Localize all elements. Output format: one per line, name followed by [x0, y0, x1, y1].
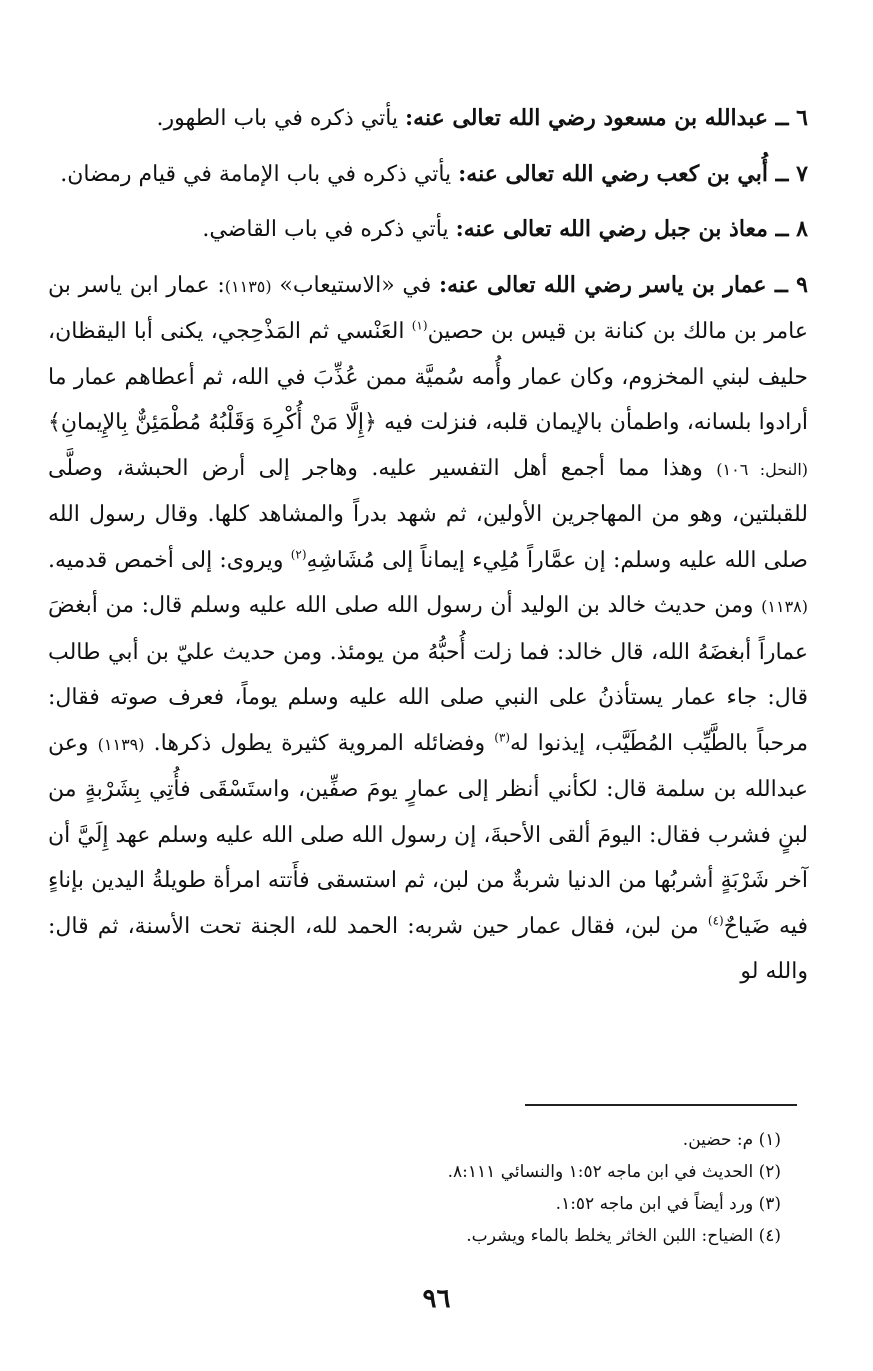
- paragraph-ubayy: [48, 152, 808, 198]
- text-run: وفضائله المروية كثيرة يطول ذكرها.: [144, 730, 495, 756]
- paragraph-body: يأتي ذكره في باب الإمامة في قيام رمضان.: [60, 161, 459, 187]
- text-run: وعن عبدالله بن سلمة قال: لكأني أنظر إلى عمارٍ يومَ صفِّين، واستَسْقَى فأُتِي بِشَرْبةٍ من لبنٍ فشرب فقال: اليومَ ألقى الأحبةَ، إن رسول الله صلى الله عليه وسلم عهد إِلَيَّ أن آخر شَرْبَةٍ أشربُها من الدنيا شربةٌ من لبن، ثم استسقى فأَتته امرأة طويلةُ اليدين بإناءٍ فيه ضَياحٌ: [48, 730, 809, 939]
- text-run: العَنْسي ثم المَذْحِجي، يكنى أبا اليقظان، حليف لبني المخزوم، وكان عمار وأُمه سُميَّة ممن عُذِّبَ في الله، ثم أعطاهم عمار ما أرادوا بلسانه، واطمأن بالإيمان قلبه، فنزلت فيه ﴿إِلَّا مَنْ أُكْرِهَ وَقَلْبُهُ مُطْمَئِنٌّ بِالإِيمانِ﴾: [48, 319, 808, 435]
- text-run: ومن حديث خالد بن الوليد أن رسول الله صلى الله عليه وسلم قال: من أبغضَ عماراً أبغضَهُ الله، قال خالد: فما زلت أُحبُّهُ من يومئذ. ومن حديث عليّ بن أبي طالب قال: جاء عمار يستأذنُ على النبي صلى الله عليه وسلم يوماً، فعرف صوته فقال: مرحباً بالطَّيِّب المُطَيَّب، إيذنوا له: [48, 593, 808, 756]
- paragraph-ibn-masud: [48, 96, 808, 142]
- paragraph-body: يأتي ذكره في باب الطهور.: [156, 106, 406, 131]
- page-number: ٩٦: [422, 1284, 451, 1314]
- footnote-item: (٢) الحديث في ابن ماجه ١:٥٢ والنسائي ٨:١١١.: [447, 1162, 781, 1182]
- text-run: وهذا مما أجمع أهل التفسير عليه. وهاجر إلى أرض الحبشة، وصلَّى للقبلتين، وهو من المهاجرين الأولين، ثم شهد بدراً والمشاهد كلها. وقال رسول الله صلى الله عليه وسلم: إن عمَّاراً مُلِيء إيماناً إلى مُشَاشِهِ: [48, 455, 808, 573]
- text-run: : عمار ابن ياسر بن عامر بن مالك بن كنانة بن قيس بن حصين: [48, 272, 808, 344]
- text-run: في «الاستيعاب»: [271, 272, 439, 298]
- reference-number: (١١٣٩): [97, 734, 145, 754]
- main-text: [48, 96, 808, 1096]
- text-run: ويروى: إلى أخمص قدميه.: [48, 547, 291, 573]
- footnote-ref: (٤): [707, 913, 724, 928]
- paragraph-lead: ٨ ــ معاذ بن جبل رضي الله تعالى عنه:: [455, 216, 808, 242]
- footnote-item: (٣) ورد أيضاً في ابن ماجه ١:٥٢.: [555, 1194, 781, 1214]
- paragraph-ammar: [48, 263, 808, 995]
- reference-number: (١١٣٨): [761, 597, 808, 616]
- paragraph-body: يأتي ذكره في باب القاضي.: [202, 217, 456, 242]
- footnote-ref: (٢): [290, 547, 307, 562]
- footnote-item: (١) م: حضين.: [682, 1130, 781, 1150]
- footnote-divider: [525, 1104, 797, 1106]
- footnotes: [81, 1124, 781, 1252]
- footnote-ref: (٣): [494, 730, 511, 745]
- footnote-ref: (١): [411, 318, 428, 333]
- paragraph-lead: ٧ ــ أُبي بن كعب رضي الله تعالى عنه:: [458, 160, 808, 187]
- text-run: من لبن، فقال عمار حين شربه: الحمد لله، الجنة تحت الأسنة، ثم قال: والله لو: [48, 913, 808, 984]
- paragraph-lead: ٦ ــ عبدالله بن مسعود رضي الله تعالى عنه:: [405, 105, 808, 131]
- reference-number: (١١٣٥): [224, 276, 272, 296]
- quran-citation: (النحل: ١٠٦): [716, 459, 809, 479]
- footnote-item: (٤) الضياح: اللبن الخاثر يخلط بالماء ويشرب.: [466, 1226, 781, 1246]
- paragraph-muadh: [48, 207, 808, 253]
- paragraph-lead: ٩ ــ عمار بن ياسر رضي الله تعالى عنه:: [438, 271, 808, 298]
